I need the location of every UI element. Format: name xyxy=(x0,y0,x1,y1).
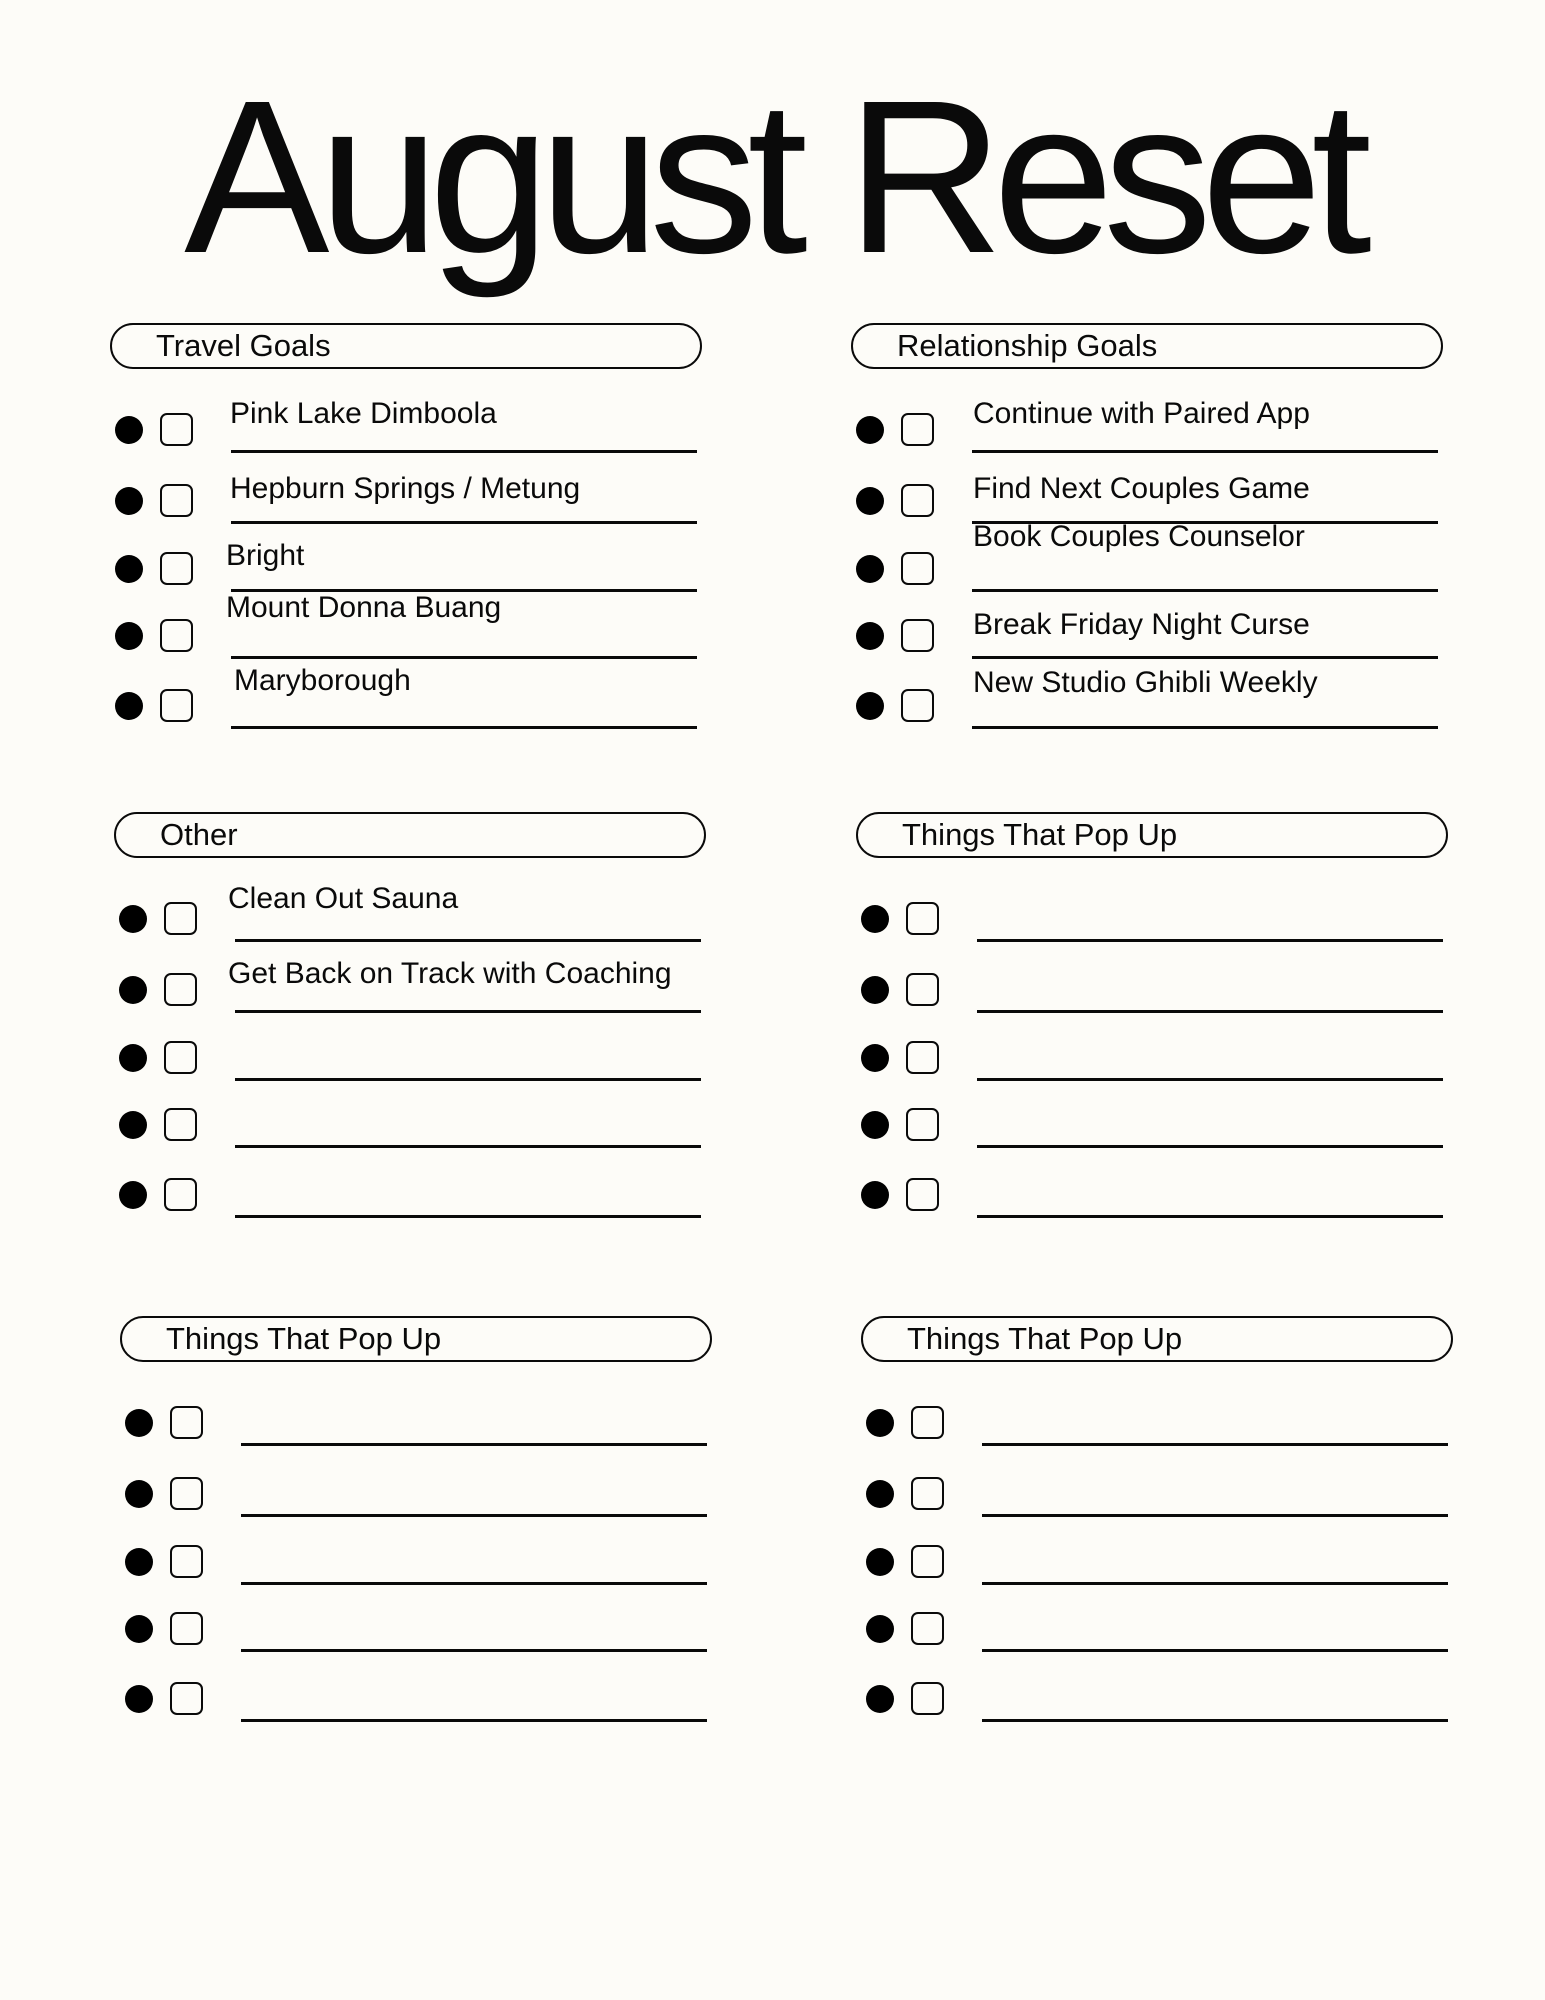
checkbox[interactable] xyxy=(160,484,193,517)
checkbox[interactable] xyxy=(906,1108,939,1141)
checkbox[interactable] xyxy=(160,552,193,585)
writing-line xyxy=(235,1010,701,1013)
bullet-icon xyxy=(861,1111,889,1139)
bullet-icon xyxy=(125,1548,153,1576)
list-item xyxy=(861,1602,1453,1652)
section-label: Things That Pop Up xyxy=(902,817,1178,852)
bullet-icon xyxy=(856,622,884,650)
bullet-icon xyxy=(119,1181,147,1209)
bullet-icon xyxy=(125,1480,153,1508)
bullet-icon xyxy=(861,905,889,933)
bullet-icon xyxy=(861,976,889,1004)
checkbox[interactable] xyxy=(911,1545,944,1578)
writing-line xyxy=(982,1719,1448,1722)
section-header xyxy=(851,323,1443,369)
item-text[interactable]: Mount Donna Buang xyxy=(226,591,502,624)
list-item xyxy=(120,1396,712,1446)
writing-line xyxy=(982,1582,1448,1585)
checkbox[interactable] xyxy=(160,619,193,652)
section-1 xyxy=(851,323,1443,699)
list-item xyxy=(861,1467,1453,1517)
writing-line xyxy=(972,656,1438,659)
writing-line xyxy=(977,1010,1443,1013)
bullet-icon xyxy=(856,555,884,583)
list-item xyxy=(861,1535,1453,1585)
checkbox[interactable] xyxy=(911,1477,944,1510)
checkbox[interactable] xyxy=(170,1612,203,1645)
checkbox[interactable] xyxy=(901,413,934,446)
item-text[interactable]: Get Back on Track with Coaching xyxy=(228,957,672,990)
item-text[interactable]: Find Next Couples Game xyxy=(973,472,1310,505)
bullet-icon xyxy=(119,905,147,933)
list-item xyxy=(856,1031,1448,1081)
bullet-icon xyxy=(866,1615,894,1643)
bullet-icon xyxy=(866,1480,894,1508)
section-label: Relationship Goals xyxy=(897,328,1158,363)
checkbox[interactable] xyxy=(906,1178,939,1211)
writing-line xyxy=(241,1514,707,1517)
list-item xyxy=(120,1467,712,1517)
section-label: Things That Pop Up xyxy=(907,1321,1183,1356)
bullet-icon xyxy=(866,1548,894,1576)
writing-line xyxy=(231,726,697,729)
bullet-icon xyxy=(866,1409,894,1437)
writing-line xyxy=(235,1078,701,1081)
list-item xyxy=(851,474,1443,524)
list-item xyxy=(851,397,1443,453)
checkbox[interactable] xyxy=(170,1545,203,1578)
section-label: Things That Pop Up xyxy=(166,1321,442,1356)
writing-line xyxy=(982,1514,1448,1517)
list-item xyxy=(114,957,706,1013)
bullet-icon xyxy=(856,416,884,444)
bullet-icon xyxy=(115,555,143,583)
checkbox[interactable] xyxy=(911,1406,944,1439)
bullet-icon xyxy=(115,692,143,720)
writing-line xyxy=(231,656,697,659)
checkbox[interactable] xyxy=(911,1682,944,1715)
checkbox[interactable] xyxy=(906,902,939,935)
checkbox[interactable] xyxy=(911,1612,944,1645)
checkbox[interactable] xyxy=(901,484,934,517)
item-text[interactable]: New Studio Ghibli Weekly xyxy=(973,666,1318,699)
list-item xyxy=(110,591,702,659)
list-item xyxy=(120,1535,712,1585)
writing-line xyxy=(241,1719,707,1722)
list-item xyxy=(856,892,1448,942)
writing-line xyxy=(972,450,1438,453)
item-text[interactable]: Book Couples Counselor xyxy=(973,520,1305,553)
list-item xyxy=(114,1098,706,1148)
writing-line xyxy=(235,939,701,942)
list-item xyxy=(861,1396,1453,1446)
checkbox[interactable] xyxy=(906,1041,939,1074)
list-item xyxy=(120,1602,712,1652)
section-header xyxy=(120,1316,712,1362)
section-header xyxy=(114,812,706,858)
bullet-icon xyxy=(861,1181,889,1209)
list-item xyxy=(851,666,1443,729)
item-text[interactable]: Pink Lake Dimboola xyxy=(230,397,497,430)
bullet-icon xyxy=(125,1409,153,1437)
checkbox[interactable] xyxy=(901,552,934,585)
writing-line xyxy=(977,1078,1443,1081)
list-item xyxy=(856,963,1448,1013)
checkbox[interactable] xyxy=(170,1682,203,1715)
checkbox[interactable] xyxy=(164,1108,197,1141)
checkbox[interactable] xyxy=(901,619,934,652)
bullet-icon xyxy=(125,1615,153,1643)
checkbox[interactable] xyxy=(170,1406,203,1439)
checkbox[interactable] xyxy=(164,1041,197,1074)
list-item xyxy=(110,539,702,592)
writing-line xyxy=(241,1443,707,1446)
section-0 xyxy=(110,323,702,697)
writing-line xyxy=(972,589,1438,592)
writing-line xyxy=(977,1215,1443,1218)
checkbox[interactable] xyxy=(170,1477,203,1510)
bullet-icon xyxy=(125,1685,153,1713)
list-item xyxy=(861,1672,1453,1722)
list-item xyxy=(851,520,1443,592)
bullet-icon xyxy=(861,1044,889,1072)
item-text[interactable]: Clean Out Sauna xyxy=(228,882,459,915)
writing-line xyxy=(972,726,1438,729)
bullet-icon xyxy=(119,976,147,1004)
page-title: August Reset xyxy=(184,56,1361,299)
list-item xyxy=(114,1168,706,1218)
list-item xyxy=(114,1031,706,1081)
section-header xyxy=(856,812,1448,858)
writing-line xyxy=(982,1649,1448,1652)
list-item xyxy=(856,1168,1448,1218)
item-text[interactable]: Bright xyxy=(226,539,305,572)
list-item xyxy=(856,1098,1448,1148)
checkbox[interactable] xyxy=(901,689,934,722)
item-text[interactable]: Continue with Paired App xyxy=(973,397,1310,430)
writing-line xyxy=(982,1443,1448,1446)
checkbox[interactable] xyxy=(164,1178,197,1211)
writing-line xyxy=(231,450,697,453)
section-header xyxy=(861,1316,1453,1362)
list-item xyxy=(120,1672,712,1722)
section-label: Travel Goals xyxy=(156,328,331,363)
bullet-icon xyxy=(115,416,143,444)
writing-line xyxy=(241,1582,707,1585)
section-3 xyxy=(856,812,1448,858)
section-5 xyxy=(861,1316,1453,1362)
list-item xyxy=(114,882,706,942)
writing-line xyxy=(231,521,697,524)
bullet-icon xyxy=(866,1685,894,1713)
item-text[interactable]: Maryborough xyxy=(234,664,411,697)
list-item xyxy=(110,397,702,453)
writing-line xyxy=(977,1145,1443,1148)
bullet-icon xyxy=(119,1111,147,1139)
list-item xyxy=(851,609,1443,659)
checkbox[interactable] xyxy=(164,973,197,1006)
checkbox[interactable] xyxy=(906,973,939,1006)
checkbox[interactable] xyxy=(164,902,197,935)
writing-line xyxy=(235,1215,701,1218)
list-item xyxy=(110,474,702,524)
writing-line xyxy=(977,939,1443,942)
checkbox[interactable] xyxy=(160,413,193,446)
writing-line xyxy=(241,1649,707,1652)
checkbox[interactable] xyxy=(160,689,193,722)
section-label: Other xyxy=(160,817,238,852)
bullet-icon xyxy=(115,487,143,515)
bullet-icon xyxy=(856,487,884,515)
section-4 xyxy=(120,1316,712,1362)
bullet-icon xyxy=(115,622,143,650)
section-2 xyxy=(114,812,706,990)
list-item xyxy=(110,664,702,729)
bullet-icon xyxy=(119,1044,147,1072)
bullet-icon xyxy=(856,692,884,720)
item-text[interactable]: Hepburn Springs / Metung xyxy=(230,472,581,505)
section-header xyxy=(110,323,702,369)
writing-line xyxy=(235,1145,701,1148)
item-text[interactable]: Break Friday Night Curse xyxy=(973,608,1310,641)
